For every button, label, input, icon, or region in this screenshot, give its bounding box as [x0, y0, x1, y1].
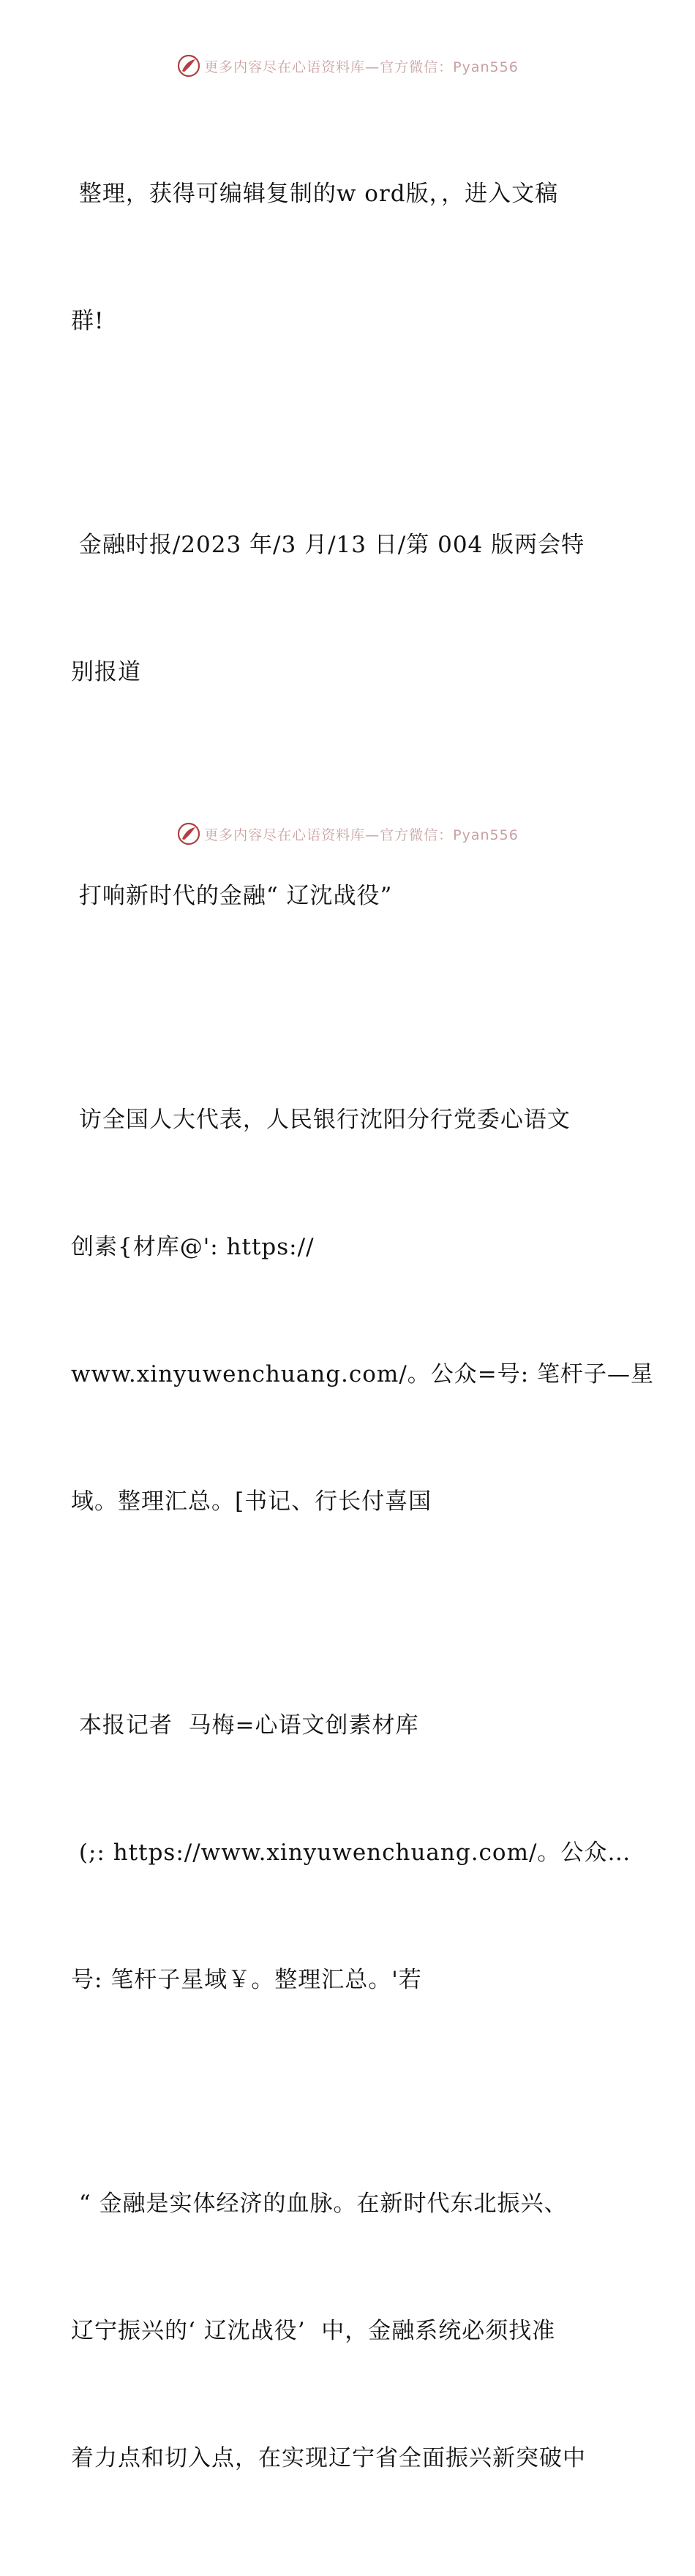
paragraph-source: [71, 439, 627, 778]
watermark-logo-icon: [176, 821, 201, 846]
document-body: [71, 88, 655, 2576]
text-line: 金融时报/2023 年/3 月/13 日/第 004 版两会特: [71, 532, 585, 558]
paragraph-intro: [71, 88, 627, 427]
text-line: www.xinyuwenchuang.com/。公众=号: 笔杆子—星: [71, 1361, 655, 1387]
watermark-text: 更多内容尽在心语资料库—官方微信：Pyan556: [204, 826, 519, 843]
watermark-footer: [0, 819, 695, 848]
text-line: “ 金融是实体经济的血脉。在新时代东北振兴、: [71, 2191, 568, 2217]
text-line: 号: 笔杆子星域￥。整理汇总。'若: [71, 1967, 422, 1993]
text-line: 着力点和切入点，在实现辽宁省全面振兴新突破中: [71, 2445, 586, 2471]
text-line: 整理，获得可编辑复制的w ord版，，进入文稿: [71, 181, 559, 207]
text-line: 域。整理汇总。[书记、行长付喜国: [71, 1488, 432, 1515]
text-line: 创素{材库@': https://: [71, 1234, 315, 1260]
text-line: 群!: [71, 308, 105, 334]
paragraph-body: [71, 2098, 627, 2564]
text-line: 打响新时代的金融“ 辽沈战役”: [71, 883, 393, 909]
text-line: 访全国人大代表，人民银行沈阳分行党委心语文: [71, 1107, 571, 1133]
watermark-header: [0, 51, 695, 80]
paragraph-byline: [71, 1619, 631, 2086]
text-line: 本报记者 马梅=心语文创素材库: [71, 1712, 419, 1739]
text-line: 辽宁振兴的‘ 辽沈战役’ 中，金融系统必须找准: [71, 2318, 556, 2344]
text-line: (;: https://www.xinyuwenchuang.com/。公众…: [71, 1839, 631, 1866]
watermark-logo-icon: [176, 53, 201, 78]
article-subtitle: [71, 1014, 655, 1608]
text-line: 别报道: [71, 659, 141, 685]
watermark-text: 更多内容尽在心语资料库—官方微信：Pyan556: [204, 59, 519, 75]
